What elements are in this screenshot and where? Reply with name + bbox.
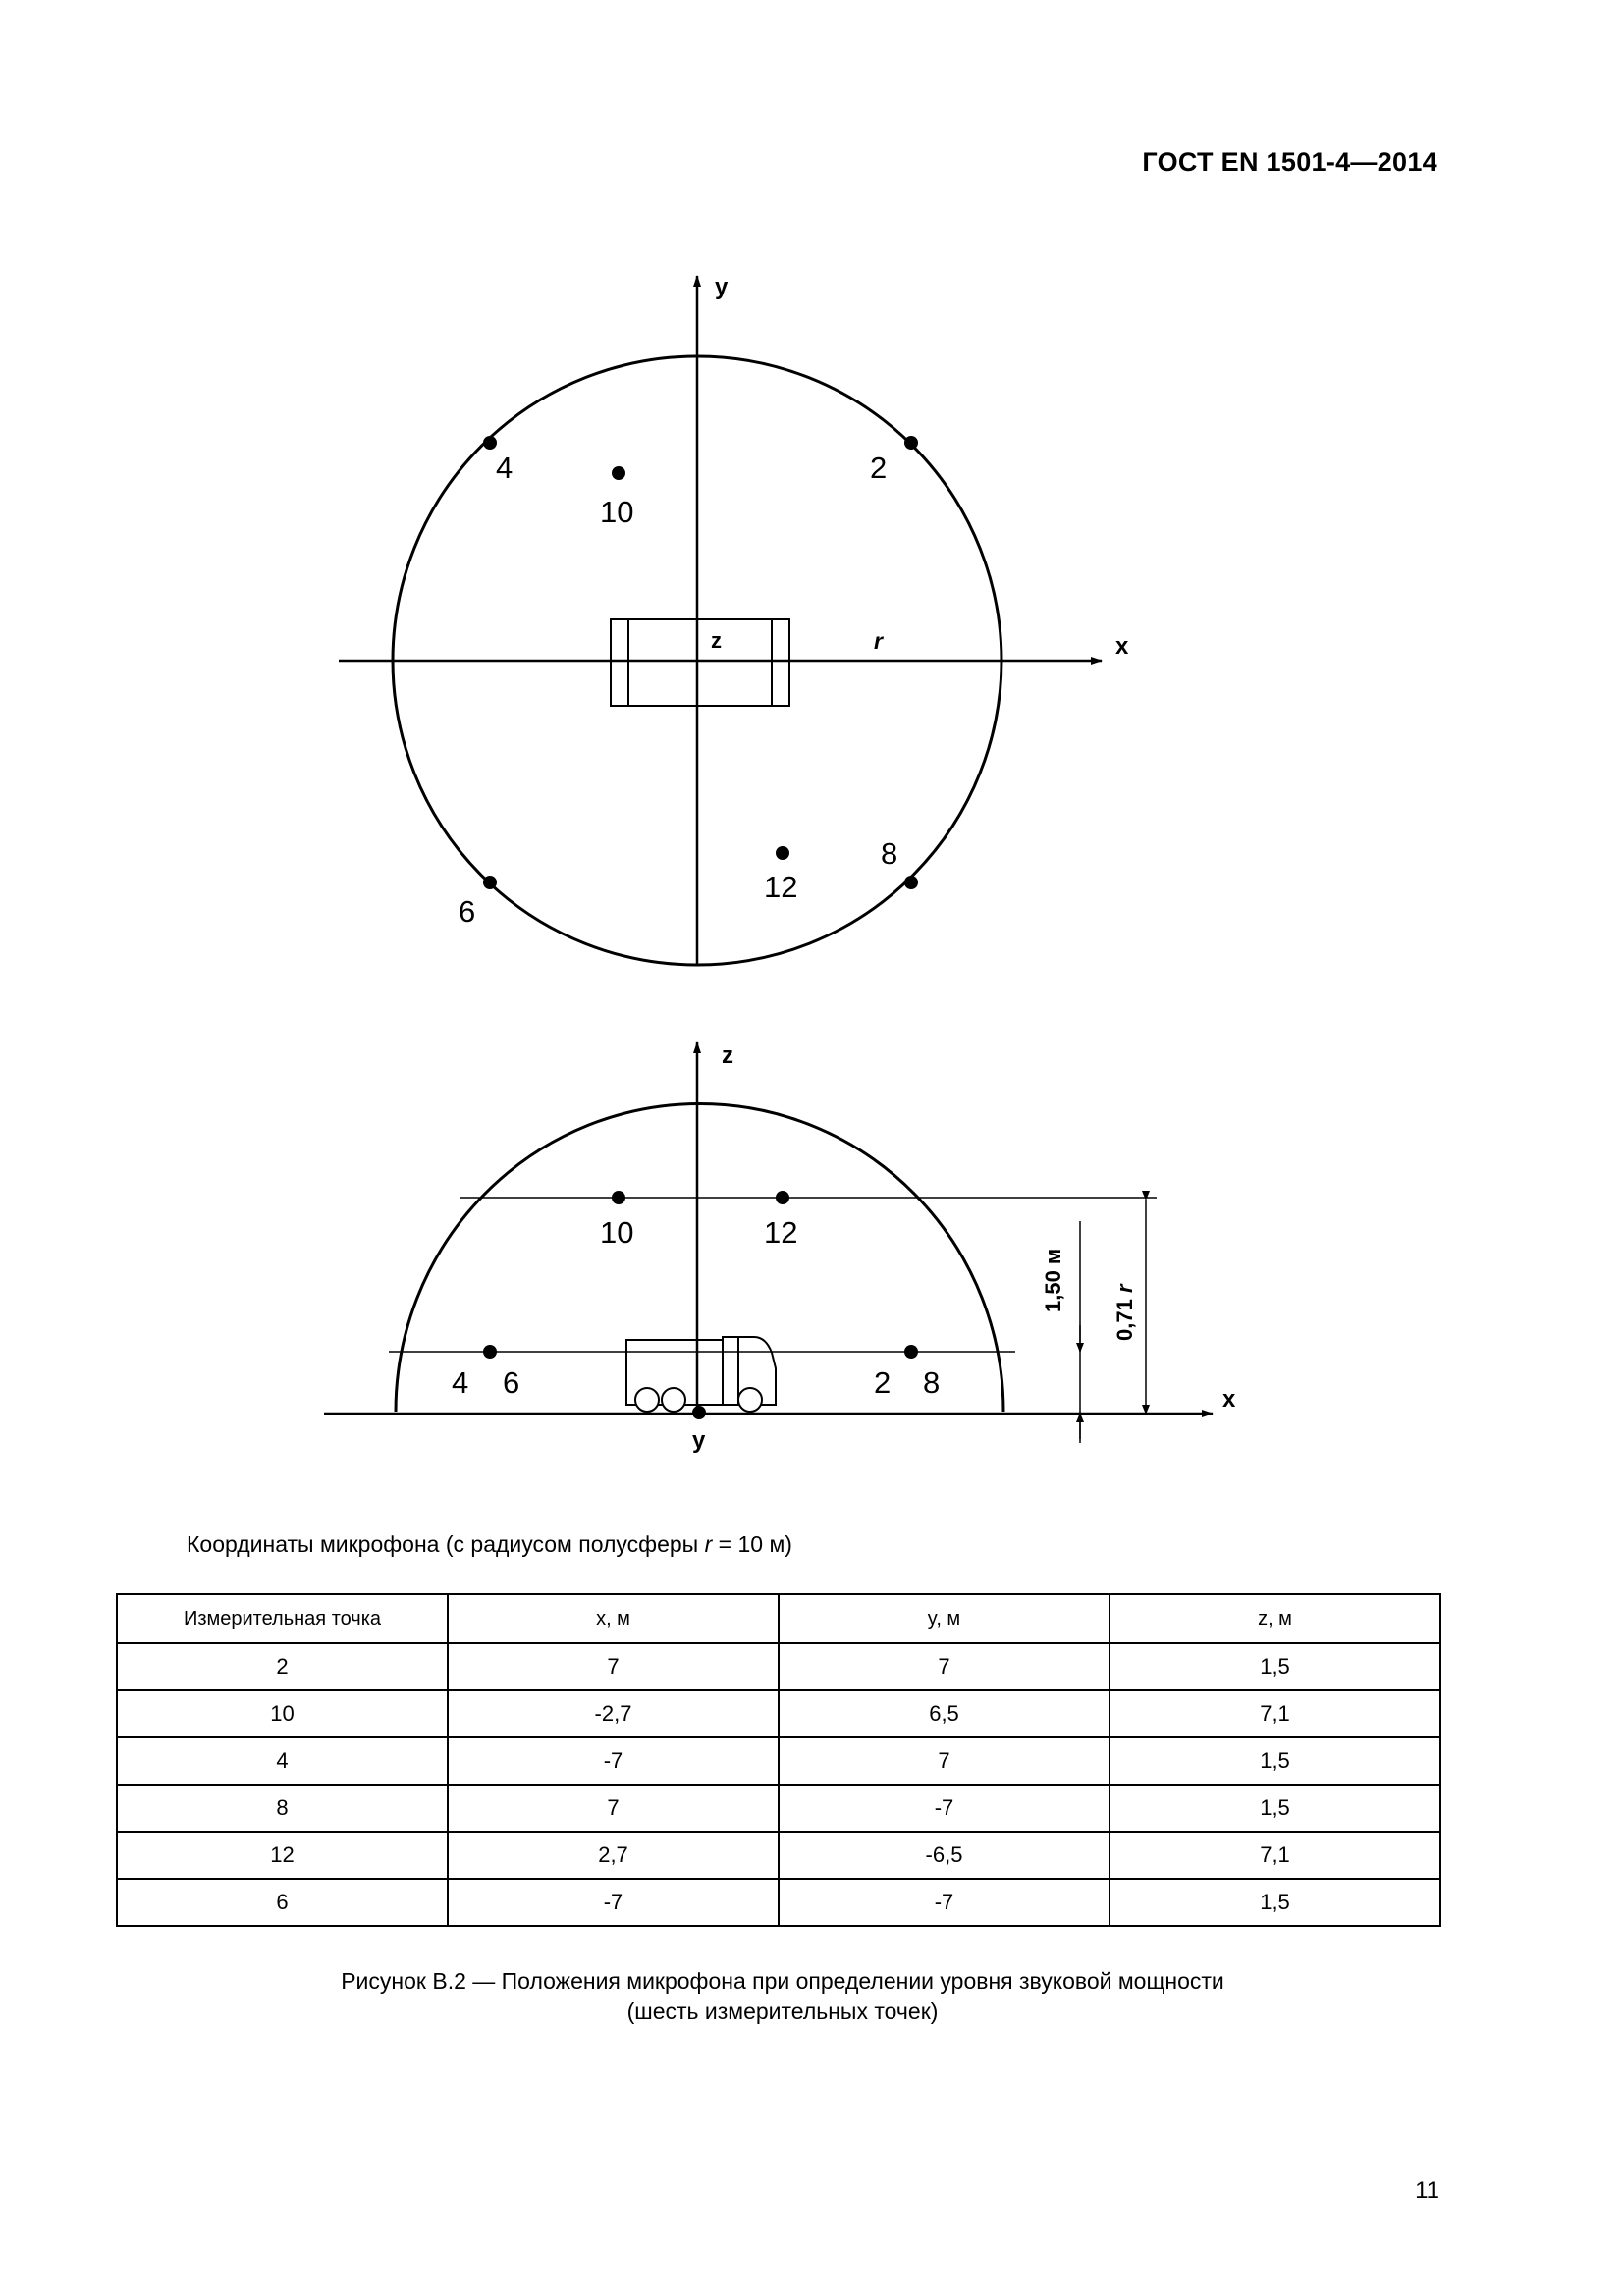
coordinates-title [187, 1531, 792, 1558]
top-point-10-dot [612, 466, 625, 480]
cell-x: 7 [448, 1785, 779, 1832]
cell-x: -7 [448, 1879, 779, 1926]
side-z-axis-label: z [722, 1042, 733, 1069]
dimension-1-50-label: 1,50 м [1041, 1248, 1065, 1312]
header-point: Измерительная точка [117, 1594, 448, 1643]
source-rectangle [611, 619, 789, 706]
side-point-12-dot [776, 1191, 789, 1204]
table-row [117, 1690, 1440, 1737]
cell-point: 4 [117, 1737, 448, 1785]
header-z: z, м [1110, 1594, 1440, 1643]
side-point-4-label: 4 [452, 1365, 469, 1400]
header-y: y, м [779, 1594, 1110, 1643]
cell-x: -7 [448, 1737, 779, 1785]
cell-point: 2 [117, 1643, 448, 1690]
side-point-2-label: 2 [874, 1365, 892, 1400]
dimension-0-71r-label [1112, 1283, 1137, 1341]
table-header-row [117, 1594, 1440, 1643]
table-row [117, 1832, 1440, 1879]
cell-y: -6,5 [779, 1832, 1110, 1879]
side-point-6-label: 6 [503, 1365, 520, 1400]
side-y-axis-label: y [692, 1427, 706, 1454]
top-point-8-dot [904, 876, 918, 889]
hemisphere-arc [396, 1103, 1003, 1412]
coordinates-title-suffix: = 10 м) [712, 1531, 792, 1557]
cell-y: -7 [779, 1785, 1110, 1832]
side-point-10-label: 10 [600, 1215, 634, 1250]
origin-dot [692, 1406, 706, 1419]
coordinates-title-symbol: r [704, 1531, 713, 1557]
document-code: ГОСТ EN 1501-4—2014 [1142, 147, 1437, 177]
cell-point: 6 [117, 1879, 448, 1926]
cell-point: 10 [117, 1690, 448, 1737]
table-row [117, 1785, 1440, 1832]
cell-point: 12 [117, 1832, 448, 1879]
top-point-12-dot [776, 846, 789, 860]
side-x-axis-label: x [1222, 1386, 1236, 1413]
coordinates-table [116, 1593, 1441, 1927]
table-row [117, 1643, 1440, 1690]
cell-y: 7 [779, 1737, 1110, 1785]
figure-caption [0, 1966, 1565, 2027]
table-row [117, 1879, 1440, 1926]
top-point-2-dot [904, 436, 918, 450]
top-point-12-label: 12 [764, 870, 798, 904]
cell-x: 7 [448, 1643, 779, 1690]
dimension-0-71r-symbol: r [1112, 1284, 1137, 1294]
coordinates-title-prefix: Координаты микрофона (с радиусом полусферы [187, 1531, 705, 1557]
top-z-label: z [711, 628, 722, 653]
cell-z: 7,1 [1110, 1690, 1440, 1737]
top-x-axis-label: x [1115, 633, 1129, 660]
dimension-1-50 [1070, 1221, 1090, 1443]
side-point-8-label: 8 [923, 1365, 941, 1400]
side-point-12-label: 12 [764, 1215, 798, 1250]
side-point-10-dot [612, 1191, 625, 1204]
cell-z: 7,1 [1110, 1832, 1440, 1879]
top-point-6-dot [483, 876, 497, 889]
top-point-6-label: 6 [459, 894, 476, 929]
caption-line-1: Рисунок В.2 — Положения микрофона при определении уровня звуковой мощности [341, 1968, 1224, 1994]
side-point-right-dot [904, 1345, 918, 1359]
top-y-axis-label: y [715, 274, 729, 300]
header-x: x, м [448, 1594, 779, 1643]
cell-z: 1,5 [1110, 1737, 1440, 1785]
top-point-4-dot [483, 436, 497, 450]
top-point-4-label: 4 [496, 451, 514, 485]
cell-z: 1,5 [1110, 1785, 1440, 1832]
cell-y: 7 [779, 1643, 1110, 1690]
top-view [339, 274, 1129, 965]
cell-x: 2,7 [448, 1832, 779, 1879]
cell-z: 1,5 [1110, 1879, 1440, 1926]
side-view [324, 1042, 1236, 1454]
top-point-8-label: 8 [881, 836, 898, 871]
cell-x: -2,7 [448, 1690, 779, 1737]
cell-z: 1,5 [1110, 1643, 1440, 1690]
truck-icon [626, 1337, 776, 1412]
dimension-0-71r-factor: 0,71 [1112, 1299, 1137, 1341]
top-point-2-label: 2 [870, 451, 888, 485]
cell-y: -7 [779, 1879, 1110, 1926]
side-point-left-dot [483, 1345, 497, 1359]
caption-line-2: (шесть измерительных точек) [626, 1999, 939, 2024]
top-point-10-label: 10 [600, 495, 634, 529]
table-row [117, 1737, 1440, 1785]
cell-point: 8 [117, 1785, 448, 1832]
page-number: 11 [1415, 2177, 1439, 2204]
radius-label: r [874, 628, 883, 654]
cell-y: 6,5 [779, 1690, 1110, 1737]
